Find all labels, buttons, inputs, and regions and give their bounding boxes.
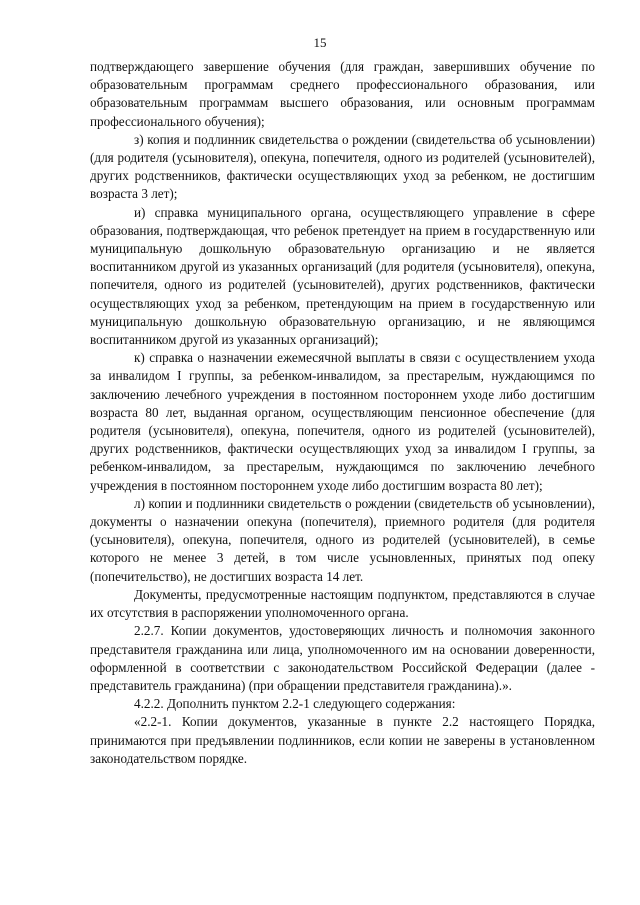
document-body bbox=[90, 58, 595, 768]
paragraph: «2.2-1. Копии документов, указанные в пункте 2.2 настоящего Порядка, принимаются при предъявлении подлинников, если копии не заверены в установленном законодательством порядке. bbox=[90, 714, 595, 766]
paragraph: 2.2.7. Копии документов, удостоверяющих личность и полномочия законного представителя гражданина или лица, уполномоченного им на основании доверенности, оформленной в соответствии с законодательством Российской Федерации (далее - представитель гражданина) (при обращении представителя гражданина).». bbox=[90, 623, 595, 693]
paragraph: л) копии и подлинники свидетельств о рождении (свидетельств об усыновлении), документы о назначении опекуна (попечителя), приемного родителя (для родителя (усыновителя), опекуна, попечителя, одного из родителей (усыновителей), в семье которого не менее 3 детей, в том числе усыновленных, принятых под опеку (попечительство), не достигших возраста 14 лет. bbox=[90, 495, 595, 584]
page-number: 15 bbox=[313, 35, 327, 50]
paragraph: и) справка муниципального органа, осуществляющего управление в сфере образования, подтверждающая, что ребенок претендует на прием в государственную или муниципальную дошкольную образовательную организацию и не является воспитанником другой из указанных организаций (для родителя (усыновителя), опекуна, попечителя, одного из родителей (усыновителей), других родственников, фактически осуществляющих уход за ребенком, претендующим на прием в государственную или муниципальную дошкольную образовательную организацию, и не являющимся воспитанником другой из указанных организаций); bbox=[90, 204, 595, 348]
paragraph: к) справка о назначении ежемесячной выплаты в связи с осуществлением ухода за инвалидом I группы, за ребенком-инвалидом, за престарелым, нуждающимся по заключению лечебного учреждения в постоянном постороннем уходе либо достигшим возраста 80 лет, выданная органом, осуществляющим пенсионное обеспечение (для родителя (усыновителя), опекуна, попечителя, одного из родителей (усыновителей), других родственников, фактически осуществляющих уход за инвалидом I группы, за ребенком-инвалидом, за престарелым, нуждающимся по заключению лечебного учреждения в постоянном постороннем уходе либо достигшим возраста 80 лет); bbox=[90, 350, 595, 493]
paragraph: 4.2.2. Дополнить пунктом 2.2-1 следующего содержания: bbox=[134, 696, 456, 712]
paragraph: з) копия и подлинник свидетельства о рождении (свидетельства об усыновлении) (для родителя (усыновителя), опекуна, попечителя, одного из родителей (усыновителей), других родственников, фактически осуществляющих уход за ребенком, не достигшим возраста 3 лет); bbox=[90, 131, 595, 202]
paragraph: подтверждающего завершение обучения (для граждан, завершивших обучение по образовательным программам среднего профессионального образования, или образовательным программам высшего образования, или основным программам профессионального обучения); bbox=[90, 59, 595, 129]
paragraph: Документы, предусмотренные настоящим подпунктом, представляются в случае их отсутствия в распоряжении уполномоченного органа. bbox=[90, 586, 595, 621]
